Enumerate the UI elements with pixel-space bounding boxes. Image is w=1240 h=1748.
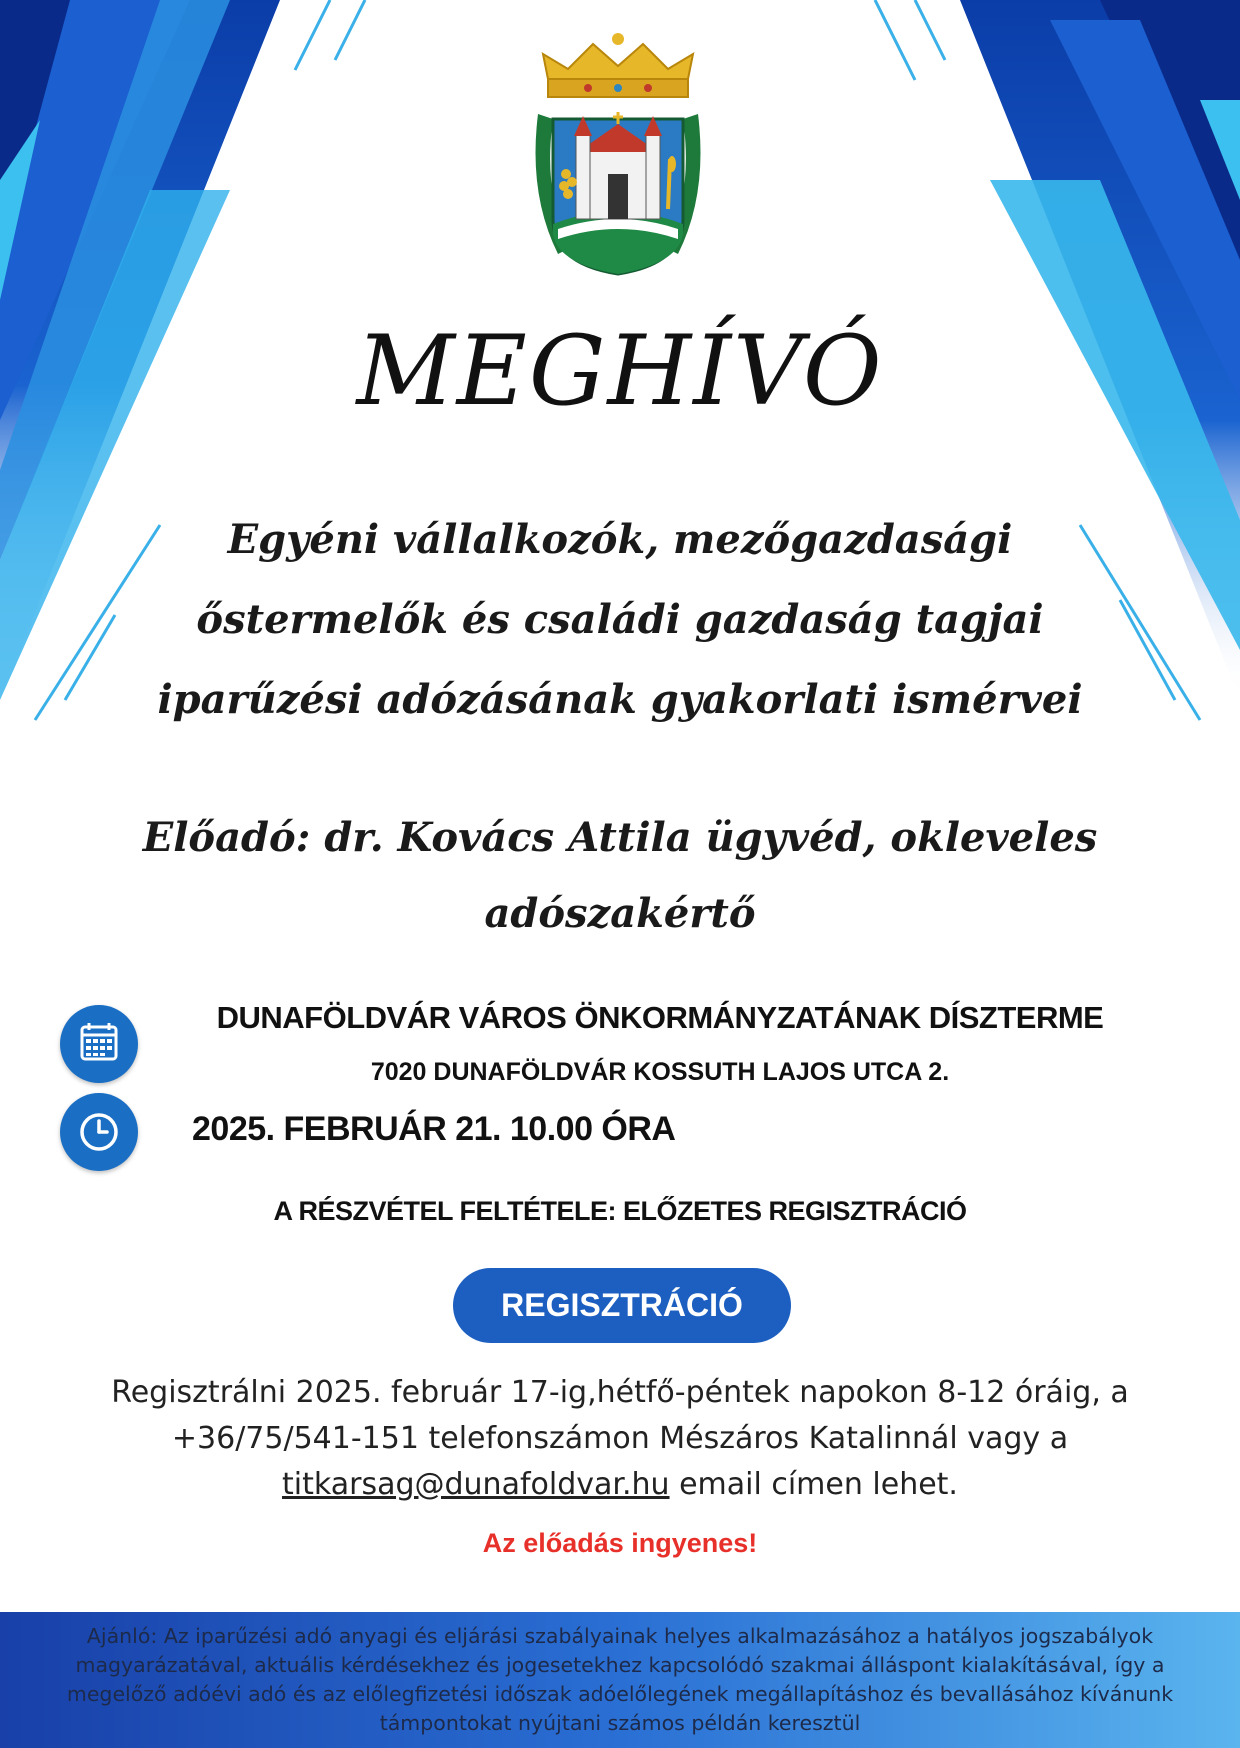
email-link[interactable]: titkarsag@dunafoldvar.hu bbox=[282, 1467, 670, 1502]
calendar-icon bbox=[60, 1005, 138, 1083]
subtitle-line: Egyéni vállalkozók, mezőgazdasági bbox=[227, 516, 1013, 563]
registration-line bbox=[60, 1462, 1180, 1508]
register-button[interactable]: REGISZTRÁCIÓ bbox=[453, 1268, 791, 1343]
free-notice: Az előadás ingyenes! bbox=[482, 1528, 758, 1558]
clock-icon bbox=[60, 1093, 138, 1171]
speaker-line: Előadó: dr. Kovács Attila ügyvéd, okleveles bbox=[142, 814, 1098, 861]
registration-line-suffix: email címen lehet. bbox=[669, 1467, 958, 1502]
speaker-info bbox=[120, 800, 1120, 952]
coat-of-arms-icon bbox=[528, 24, 708, 284]
footer-line: magyarázatával, aktuális kérdésekhez és jogesetekhez kapcsolódó szakmai álláspont kialakításával, így a bbox=[75, 1653, 1165, 1677]
participation-condition: A RÉSZVÉTEL FELTÉTELE: ELŐZETES REGISZTRÁCIÓ bbox=[273, 1196, 967, 1226]
footer-line: megelőző adóévi adó és az előlegfizetési időszak adóelőlegének megállapításhoz és bevallásához kívánunk bbox=[66, 1682, 1174, 1706]
venue-name: DUNAFÖLDVÁR VÁROS ÖNKORMÁNYZATÁNAK DÍSZTERME bbox=[216, 1000, 1104, 1035]
registration-line: Regisztrálni 2025. február 17-ig,hétfő-péntek napokon 8-12 óráig, a bbox=[111, 1375, 1129, 1410]
subtitle-line: iparűzési adózásának gyakorlati ismérvei bbox=[157, 676, 1083, 723]
footer-recommendation bbox=[30, 1622, 1210, 1738]
event-subtitle bbox=[140, 500, 1100, 740]
page-title: MEGHÍVÓ bbox=[356, 315, 884, 427]
registration-info bbox=[60, 1370, 1180, 1508]
venue-address: 7020 DUNAFÖLDVÁR KOSSUTH LAJOS UTCA 2. bbox=[370, 1058, 950, 1086]
speaker-line: adószakértő bbox=[484, 890, 756, 937]
footer-line: Ajánló: Az iparűzési adó anyagi és eljárási szabályainak helyes alkalmazásához a hatályos jogszabályok bbox=[86, 1624, 1154, 1648]
subtitle-line: őstermelők és családi gazdaság tagjai bbox=[196, 596, 1044, 643]
footer-line: támpontokat nyújtani számos példán keresztül bbox=[379, 1711, 861, 1735]
registration-line: +36/75/541-151 telefonszámon Mészáros Katalinnál vagy a bbox=[171, 1421, 1069, 1456]
event-datetime: 2025. FEBRUÁR 21. 10.00 ÓRA bbox=[192, 1110, 676, 1148]
